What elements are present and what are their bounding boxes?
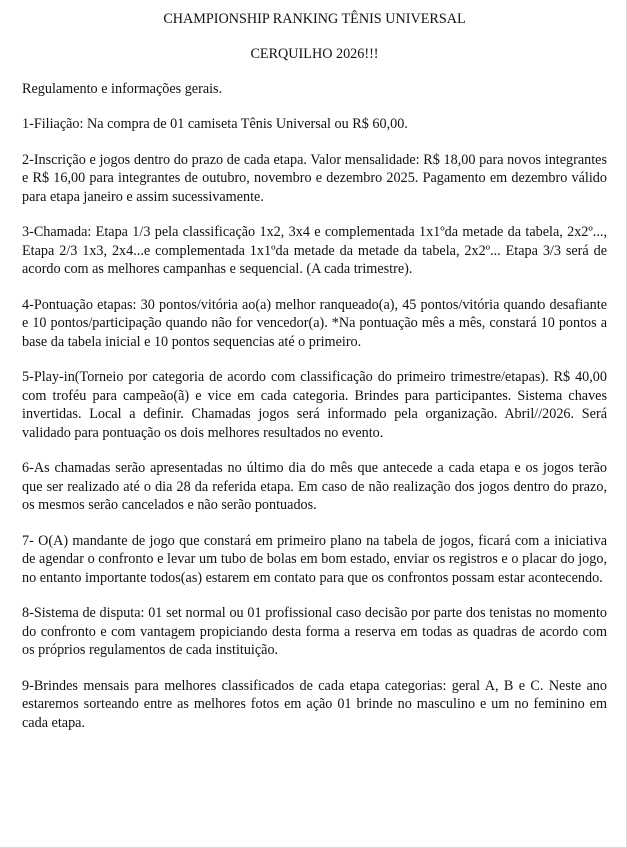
section-8-sistema-disputa: 8-Sistema de disputa: 01 set normal ou 01 profissional caso decisão por parte dos tenistas no momento do confronto e com vantagem propiciando desta forma a reserva em todas as quadras de acordo com os próprios regulamentos de cada instituição. (22, 605, 607, 658)
section-9-brindes: 9-Brindes mensais para melhores classificados de cada etapa categorias: geral A, B e C. Neste ano estaremos sorteando entre as melhores fotos em ação 01 brinde no masculino e um no feminino em cada etapa. (22, 677, 607, 731)
section-2-inscricao: 2-Inscrição e jogos dentro do prazo de cada etapa. Valor mensalidade: R$ 18,00 para novos integrantes e R$ 16,00 para integrantes de outubro, novembro e dezembro 2025. Pagamento em dezembro válido para etapa janeiro e assim sucessivamente. (22, 151, 607, 205)
section-1-filiacao: 1-Filiação: Na compra de 01 camiseta Tênis Universal ou R$ 60,00. (22, 116, 408, 132)
section-6-chamadas: 6-As chamadas serão apresentadas no último dia do mês que antecede a cada etapa e os jogos terão que ser realizado até o dia 28 da referida etapa. Em caso de não realização dos jogos dentro do prazo, os mesmos serão cancelados e não serão pontuados. (22, 460, 607, 513)
document-subtitle: CERQUILHO 2026!!! (250, 46, 379, 62)
section-4-pontuacao: 4-Pontuação etapas: 30 pontos/vitória ao(a) melhor ranqueado(a), 45 pontos/vitória quando desafiante e 10 pontos/participação quando não for vencedor(a). *Na pontuação mês a mês, constará 10 pontos a base da tabela inicial e 10 pontos sequencias até o primeiro. (22, 296, 607, 350)
section-3-chamada: 3-Chamada: Etapa 1/3 pela classificação 1x2, 3x4 e complementada 1x1ºda metade da tabela, 2x2º..., Etapa 2/3 1x3, 2x4...e complementada 1x1ºda metade da metade da tabela, 2x2º... Etapa 3/3 será de acordo com as melhores campanhas e sequencial. (A cada trimestre). (22, 224, 607, 277)
section-7-mandante: 7- O(A) mandante de jogo que constará em primeiro plano na tabela de jogos, ficará com a iniciativa de agendar o confronto e levar um tubo de bolas em bom estado, enviar os registros e o placar do jogo, no entanto importante todos(as) estarem em contato para que os confrontos possam estar acontecendo. (22, 532, 607, 586)
document-title: CHAMPIONSHIP RANKING TÊNIS UNIVERSAL (163, 11, 466, 27)
section-5-play-in: 5-Play-in(Torneio por categoria de acordo com classificação do primeiro trimestre/etapas). R$ 40,00 com troféu para campeão(ã) e vice em cada categoria. Brindes para participantes. Sistema chaves invertidas. Local a definir. Chamadas jogos será informado pela organização. Abril//2026. Será validado para pontuação os dois melhores resultados no evento. (22, 369, 607, 441)
intro-paragraph: Regulamento e informações gerais. (22, 81, 223, 97)
